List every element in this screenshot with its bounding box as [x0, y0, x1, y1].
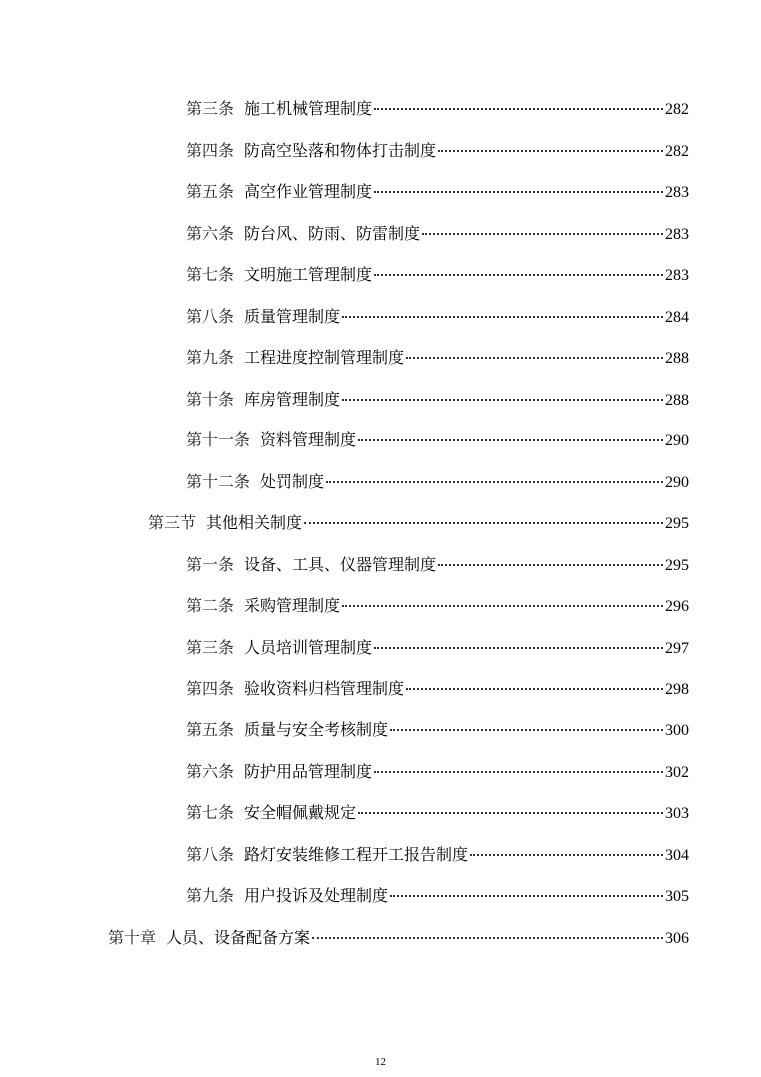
entry-page-number: 305	[665, 888, 689, 905]
entry-title: 防护用品管理制度	[244, 762, 373, 781]
dot-leader	[304, 522, 663, 524]
entry-number: 第一条	[186, 555, 235, 574]
entry-page-number: 282	[665, 143, 689, 160]
entry-number: 第五条	[186, 720, 235, 739]
entry-page-number: 300	[665, 722, 689, 739]
toc-entry[interactable]	[186, 139, 689, 163]
entry-title: 质量管理制度	[244, 307, 341, 326]
toc-entry[interactable]	[186, 801, 689, 825]
entry-number: 第七条	[186, 803, 235, 822]
dot-leader	[326, 481, 663, 483]
toc-entry[interactable]	[186, 180, 689, 204]
dot-leader	[342, 605, 663, 607]
entry-number: 第三条	[186, 638, 235, 657]
entry-title: 高空作业管理制度	[244, 182, 373, 201]
dot-leader	[374, 647, 663, 649]
entry-page-number: 297	[665, 640, 689, 657]
footer-page-number: 12	[375, 1056, 386, 1068]
toc-entry[interactable]	[186, 553, 689, 577]
dot-leader	[374, 108, 663, 110]
entry-title: 人员、设备配备方案	[166, 928, 311, 947]
entry-title: 其他相关制度	[206, 513, 303, 532]
entry-title: 质量与安全考核制度	[244, 720, 389, 739]
dot-leader	[390, 729, 663, 731]
entry-page-number: 290	[665, 474, 689, 491]
entry-title: 路灯安装维修工程开工报告制度	[244, 845, 469, 864]
entry-number: 第六条	[186, 224, 235, 243]
toc-entry[interactable]	[186, 594, 689, 618]
dot-leader	[358, 439, 663, 441]
dot-leader	[406, 688, 663, 690]
dot-leader	[406, 357, 663, 359]
entry-number: 第八条	[186, 845, 235, 864]
toc-entry[interactable]	[186, 388, 689, 412]
toc-entry[interactable]	[186, 305, 689, 329]
entry-title: 处罚制度	[260, 472, 325, 491]
entry-number: 第十二条	[186, 472, 251, 491]
entry-page-number: 304	[665, 847, 689, 864]
dot-leader	[438, 150, 663, 152]
dot-leader	[374, 191, 663, 193]
toc-entry[interactable]	[186, 222, 689, 246]
entry-title: 验收资料归档管理制度	[244, 679, 405, 698]
toc-entry[interactable]	[186, 843, 689, 867]
entry-page-number: 288	[665, 350, 689, 367]
dot-leader	[358, 812, 663, 814]
dot-leader	[374, 771, 663, 773]
entry-title: 资料管理制度	[260, 430, 357, 449]
toc-entry-section[interactable]	[148, 511, 689, 535]
dot-leader	[374, 274, 663, 276]
entry-page-number: 295	[665, 515, 689, 532]
entry-number: 第二条	[186, 596, 235, 615]
entry-page-number: 303	[665, 805, 689, 822]
dot-leader	[342, 316, 663, 318]
entry-title: 采购管理制度	[244, 596, 341, 615]
entry-page-number: 288	[665, 392, 689, 409]
entry-number: 第四条	[186, 679, 235, 698]
toc-entry[interactable]	[186, 428, 689, 452]
entry-number: 第六条	[186, 762, 235, 781]
entry-page-number: 284	[665, 309, 689, 326]
toc-entry[interactable]	[186, 677, 689, 701]
entry-number: 第三条	[186, 99, 235, 118]
entry-title: 文明施工管理制度	[244, 265, 373, 284]
dot-leader	[342, 399, 663, 401]
toc-entry-chapter[interactable]	[108, 926, 689, 950]
dot-leader	[312, 937, 663, 939]
dot-leader	[438, 564, 663, 566]
entry-title: 防台风、防雨、防雷制度	[244, 224, 421, 243]
entry-number: 第四条	[186, 141, 235, 160]
entry-number: 第八条	[186, 307, 235, 326]
entry-title: 用户投诉及处理制度	[244, 886, 389, 905]
entry-page-number: 298	[665, 681, 689, 698]
dot-leader	[470, 854, 663, 856]
entry-page-number: 283	[665, 267, 689, 284]
entry-title: 防高空坠落和物体打击制度	[244, 141, 437, 160]
entry-number: 第九条	[186, 886, 235, 905]
dot-leader	[422, 233, 663, 235]
toc-entry[interactable]	[186, 470, 689, 494]
toc-entry[interactable]	[186, 884, 689, 908]
entry-page-number: 306	[665, 930, 689, 947]
entry-number: 第九条	[186, 348, 235, 367]
entry-title: 施工机械管理制度	[244, 99, 373, 118]
toc-entry[interactable]	[186, 263, 689, 287]
dot-leader	[390, 895, 663, 897]
entry-title: 工程进度控制管理制度	[244, 348, 405, 367]
toc-entry[interactable]	[186, 760, 689, 784]
entry-number: 第十条	[186, 390, 235, 409]
toc-entry[interactable]	[186, 97, 689, 121]
entry-number: 第五条	[186, 182, 235, 201]
entry-page-number: 283	[665, 226, 689, 243]
entry-title: 安全帽佩戴规定	[244, 803, 357, 822]
entry-page-number: 290	[665, 432, 689, 449]
entry-number: 第七条	[186, 265, 235, 284]
entry-page-number: 295	[665, 557, 689, 574]
entry-page-number: 282	[665, 101, 689, 118]
toc-entry[interactable]	[186, 718, 689, 742]
entry-page-number: 283	[665, 184, 689, 201]
entry-title: 人员培训管理制度	[244, 638, 373, 657]
entry-title: 设备、工具、仪器管理制度	[244, 555, 437, 574]
toc-entry[interactable]	[186, 636, 689, 660]
entry-number: 第三节	[148, 513, 197, 532]
entry-page-number: 302	[665, 764, 689, 781]
entry-title: 库房管理制度	[244, 390, 341, 409]
entry-number: 第十章	[108, 928, 157, 947]
toc-entry[interactable]	[186, 346, 689, 370]
entry-page-number: 296	[665, 598, 689, 615]
entry-number: 第十一条	[186, 430, 251, 449]
